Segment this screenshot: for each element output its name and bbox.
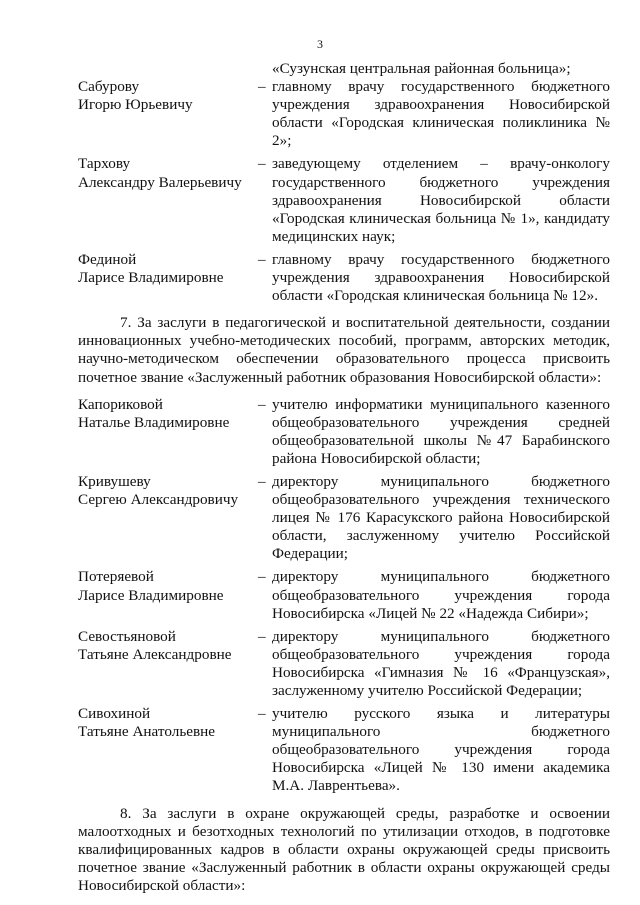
awardee-position: директору муниципального бюджетного общеобразовательного учреждения города Новосибирска «Лицей № 22 «Надежда Сибири»;: [272, 568, 610, 622]
dash: –: [258, 472, 266, 490]
section-8-paragraph: 8. За заслуги в охране окружающей среды, разработке и освоении малоотходных и безотходных технологий по утилизации отходов, в подготовке квалифицированных кадров в области охраны окружающей среды присвоить почетное звание «Заслуженный работник в области охраны окружающей среды Новосибирской области»:: [78, 804, 610, 894]
dash: –: [258, 568, 266, 586]
awardee-position: учителю информатики муниципального казенного общеобразовательного учреждения средней общеобразовательной школы №47 Барабинского района Новосибирской области;: [272, 395, 610, 467]
awardee-row: [78, 155, 610, 245]
awardee-name: Капориковой Наталье Владимировне: [78, 395, 230, 431]
awardee-position: главному врачу государственного бюджетного учреждения здравоохранения Новосибирской области «Городская клиническая поликлиника № 2»;: [272, 78, 610, 150]
awardee-name: Кривушеву Сергею Александровичу: [78, 472, 239, 509]
awardee-position: учителю русского языка и литературы муниципального бюджетного общеобразовательного учреждения города Новосибирска «Лицей № 130 имени академика М.А. Лаврентьева».: [272, 705, 610, 795]
dash: –: [258, 250, 266, 268]
dash: –: [258, 395, 266, 413]
dash: –: [258, 78, 266, 96]
awardee-name: Тархову Александру Валерьевичу: [78, 155, 242, 191]
awardee-row: [78, 396, 610, 468]
awardee-position: заведующему отделением – врачу-онкологу государственного бюджетного учреждения здравоохранения Новосибирской области «Городская клиническая больница № 1», кандидату медицинских наук;: [272, 155, 610, 245]
awardee-name: Потеряевой Ларисе Владимировне: [78, 568, 224, 604]
awardee-row: [78, 473, 610, 563]
dash: –: [258, 155, 266, 173]
awardee-row: [78, 705, 610, 795]
awardee-name: Севостьяновой Татьяне Александровне: [78, 627, 232, 663]
awardee-position: директору муниципального бюджетного общеобразовательного учреждения технического лицея № 176 Карасукского района Новосибирской области, заслуженному учителю Российской Федерации;: [272, 472, 610, 563]
dash: –: [258, 627, 266, 645]
awardee-name: Сабурову Игорю Юрьевичу: [78, 78, 193, 114]
awardee-name: Фединой Ларисе Владимировне: [78, 250, 224, 287]
document-body: [78, 60, 610, 895]
awardee-row: [78, 251, 610, 305]
section-7-paragraph: 7. За заслуги в педагогической и воспитательной деятельности, создании инновационных учебно-методических пособий, программ, авторских методик, научно-методическом обеспечении образовательного процесса присвоить почетное звание «Заслуженный работник образования Новосибирской области»:: [78, 314, 610, 386]
awardee-position: главному врачу государственного бюджетного учреждения здравоохранения Новосибирской области «Городская клиническая больница № 12».: [272, 250, 610, 305]
awardee-position: директору муниципального бюджетного общеобразовательного учреждения города Новосибирска «Гимназия № 16 «Французская», заслуженному учителю Российской Федерации;: [272, 627, 610, 699]
dash: –: [258, 705, 266, 723]
awardee-row: [78, 78, 610, 150]
awardee-row: [78, 628, 610, 700]
continuation-text: «Сузунская центральная районная больница»;: [272, 60, 571, 77]
awardee-row: [78, 568, 610, 622]
page-number: 3: [317, 37, 323, 51]
awardee-name: Сивохиной Татьяне Анатольевне: [78, 705, 216, 741]
